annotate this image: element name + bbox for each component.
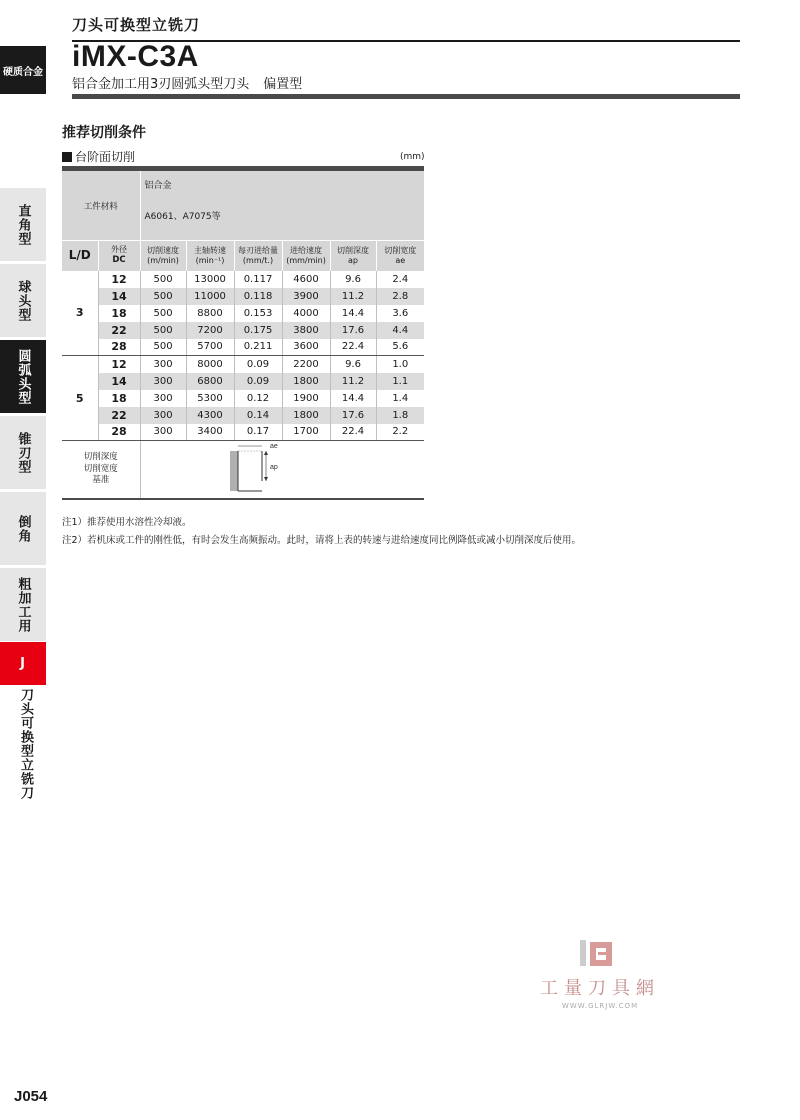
sidebar-tab-square[interactable]: 直角型 — [0, 188, 46, 262]
n-cell: 8000 — [186, 356, 234, 373]
reference-label: 切削深度 切削宽度 基准 — [62, 441, 140, 500]
fz-cell: 0.14 — [234, 407, 282, 424]
sidebar-tab-carbide[interactable]: 硬质合金 — [0, 46, 46, 94]
catalog-category: 刀头可换型立铣刀 — [72, 16, 201, 34]
table-row — [62, 373, 424, 390]
vc-cell: 500 — [140, 288, 186, 305]
vc-cell: 500 — [140, 305, 186, 322]
diagram-ae-label: ae — [270, 443, 279, 450]
table-row — [62, 305, 424, 322]
fz-cell: 0.117 — [234, 271, 282, 288]
sidebar-tab-radius[interactable]: 圆弧头型 — [0, 340, 46, 414]
ap-cell: 22.4 — [330, 339, 376, 356]
n-cell: 6800 — [186, 373, 234, 390]
dc-cell: 14 — [98, 373, 140, 390]
square-bullet-icon — [62, 152, 72, 162]
sidebar-tab-roughing[interactable]: 粗加工用 — [0, 568, 46, 642]
table-row — [62, 339, 424, 356]
watermark-logo-icon — [578, 938, 618, 968]
dc-cell: 28 — [98, 424, 140, 441]
fz-cell: 0.09 — [234, 373, 282, 390]
note-1: 注1）推荐使用水溶性冷却液。 — [62, 517, 192, 528]
vc-cell: 300 — [140, 407, 186, 424]
table-row — [62, 424, 424, 441]
vc-cell: 300 — [140, 424, 186, 441]
ap-cell: 22.4 — [330, 424, 376, 441]
vf-cell: 4600 — [282, 271, 330, 288]
diagram-ap-label: ap — [270, 464, 279, 471]
dc-cell: 28 — [98, 339, 140, 356]
col-header-n: 主轴转速 (min⁻¹) — [186, 241, 234, 271]
col-header-ld: L/D — [62, 241, 98, 271]
vf-cell: 3800 — [282, 322, 330, 339]
ae-cell: 4.4 — [376, 322, 424, 339]
section-subtitle-text: 台阶面切削 — [75, 150, 136, 164]
dc-cell: 12 — [98, 356, 140, 373]
ap-cell: 9.6 — [330, 271, 376, 288]
cutting-depth-diagram — [222, 441, 342, 495]
n-cell: 8800 — [186, 305, 234, 322]
sidebar-tab-letter[interactable]: J — [0, 642, 46, 686]
col-header-dc: 外径 DC — [98, 241, 140, 271]
material-grades: A6061、A7075等 — [144, 211, 221, 222]
ae-cell: 2.2 — [376, 424, 424, 441]
table-row — [62, 271, 424, 288]
fz-cell: 0.118 — [234, 288, 282, 305]
ap-cell: 17.6 — [330, 407, 376, 424]
vc-cell: 500 — [140, 339, 186, 356]
ap-cell: 17.6 — [330, 322, 376, 339]
ap-cell: 14.4 — [330, 305, 376, 322]
vf-cell: 1700 — [282, 424, 330, 441]
watermark-url: WWW.GLRJW.COM — [561, 1002, 639, 1010]
n-cell: 11000 — [186, 288, 234, 305]
col-header-ae: 切削宽度 ae — [376, 241, 424, 271]
notes — [62, 514, 581, 549]
n-cell: 4300 — [186, 407, 234, 424]
ap-cell: 11.2 — [330, 373, 376, 390]
fz-cell: 0.09 — [234, 356, 282, 373]
ld-cell: 3 — [62, 271, 98, 356]
vc-cell: 500 — [140, 271, 186, 288]
page-number: J054 — [14, 1088, 48, 1105]
dc-cell: 22 — [98, 407, 140, 424]
fz-cell: 0.211 — [234, 339, 282, 356]
vc-cell: 500 — [140, 322, 186, 339]
table-row — [62, 356, 424, 373]
n-cell: 5700 — [186, 339, 234, 356]
fz-cell: 0.175 — [234, 322, 282, 339]
material-cell — [140, 169, 424, 241]
ap-cell: 11.2 — [330, 288, 376, 305]
ae-cell: 2.4 — [392, 273, 409, 285]
dc-cell: 22 — [98, 322, 140, 339]
ae-cell: 1.8 — [376, 407, 424, 424]
reference-diagram-cell — [140, 441, 424, 500]
vf-cell: 1900 — [282, 390, 330, 407]
col-header-vf: 进给速度 (mm/min) — [282, 241, 330, 271]
vf-cell: 3900 — [282, 288, 330, 305]
section-title: 推荐切削条件 — [62, 125, 146, 141]
vf-cell: 4000 — [282, 305, 330, 322]
n-cell: 5300 — [186, 390, 234, 407]
title-bar — [72, 94, 740, 99]
col-header-vc: 切削速度 (m/min) — [140, 241, 186, 271]
n-cell: 7200 — [186, 322, 234, 339]
ld-cell: 5 — [62, 356, 98, 441]
ae-cell: 2.8 — [376, 288, 424, 305]
col-header-ap: 切削深度 ap — [330, 241, 376, 271]
vf-cell: 3600 — [282, 339, 330, 356]
sidebar-vertical-label: 刀头可换型立铣刀 — [18, 688, 33, 800]
ae-cell: 3.6 — [392, 307, 409, 319]
sidebar-tab-ball[interactable]: 球头型 — [0, 264, 46, 338]
unit-label: (mm) — [400, 152, 425, 162]
dc-cell: 12 — [98, 271, 140, 288]
subtitle-extra: 偏置型 — [263, 77, 303, 92]
sidebar-tab-taper[interactable]: 锥刃型 — [0, 416, 46, 490]
cutting-conditions-table — [62, 166, 424, 500]
vf-cell: 1800 — [282, 373, 330, 390]
ae-cell: 5.6 — [376, 339, 424, 356]
table-row — [62, 390, 424, 407]
ae-cell: 1.4 — [392, 392, 409, 404]
vf-cell: 1800 — [282, 407, 330, 424]
product-name: iMX-C3A — [72, 40, 199, 73]
table-row — [62, 322, 424, 339]
note-2: 注2）若机床或工件的刚性低，有时会发生高频振动。此时，请将上表的转速与进给速度同比例降低或减小切削深度后使用。 — [62, 534, 582, 546]
product-subtitle — [72, 73, 302, 92]
dc-cell: 18 — [98, 390, 140, 407]
ae-cell: 1.0 — [392, 358, 409, 370]
ap-cell: 14.4 — [330, 390, 376, 407]
dc-cell: 18 — [98, 305, 140, 322]
n-cell: 3400 — [186, 424, 234, 441]
watermark-name: 工量刀具網 — [540, 978, 660, 999]
fz-cell: 0.17 — [234, 424, 282, 441]
subtitle-main: 铝合金加工用3刃圆弧头型刀头 — [72, 77, 250, 92]
ap-cell: 9.6 — [330, 356, 376, 373]
fz-cell: 0.153 — [234, 305, 282, 322]
vc-cell: 300 — [140, 373, 186, 390]
material-name: 铝合金 — [144, 181, 172, 191]
fz-cell: 0.12 — [234, 390, 282, 407]
material-label: 工件材料 — [62, 169, 140, 241]
ae-cell: 1.1 — [376, 373, 424, 390]
vf-cell: 2200 — [282, 356, 330, 373]
dc-cell: 14 — [98, 288, 140, 305]
table-row — [62, 288, 424, 305]
table-row — [62, 407, 424, 424]
sidebar-tab-chamfer[interactable]: 倒角 — [0, 492, 46, 566]
col-header-fz: 每刃进给量 (mm/t.) — [234, 241, 282, 271]
vc-cell: 300 — [140, 390, 186, 407]
section-subtitle — [62, 148, 135, 165]
vc-cell: 300 — [140, 356, 186, 373]
n-cell: 13000 — [186, 271, 234, 288]
